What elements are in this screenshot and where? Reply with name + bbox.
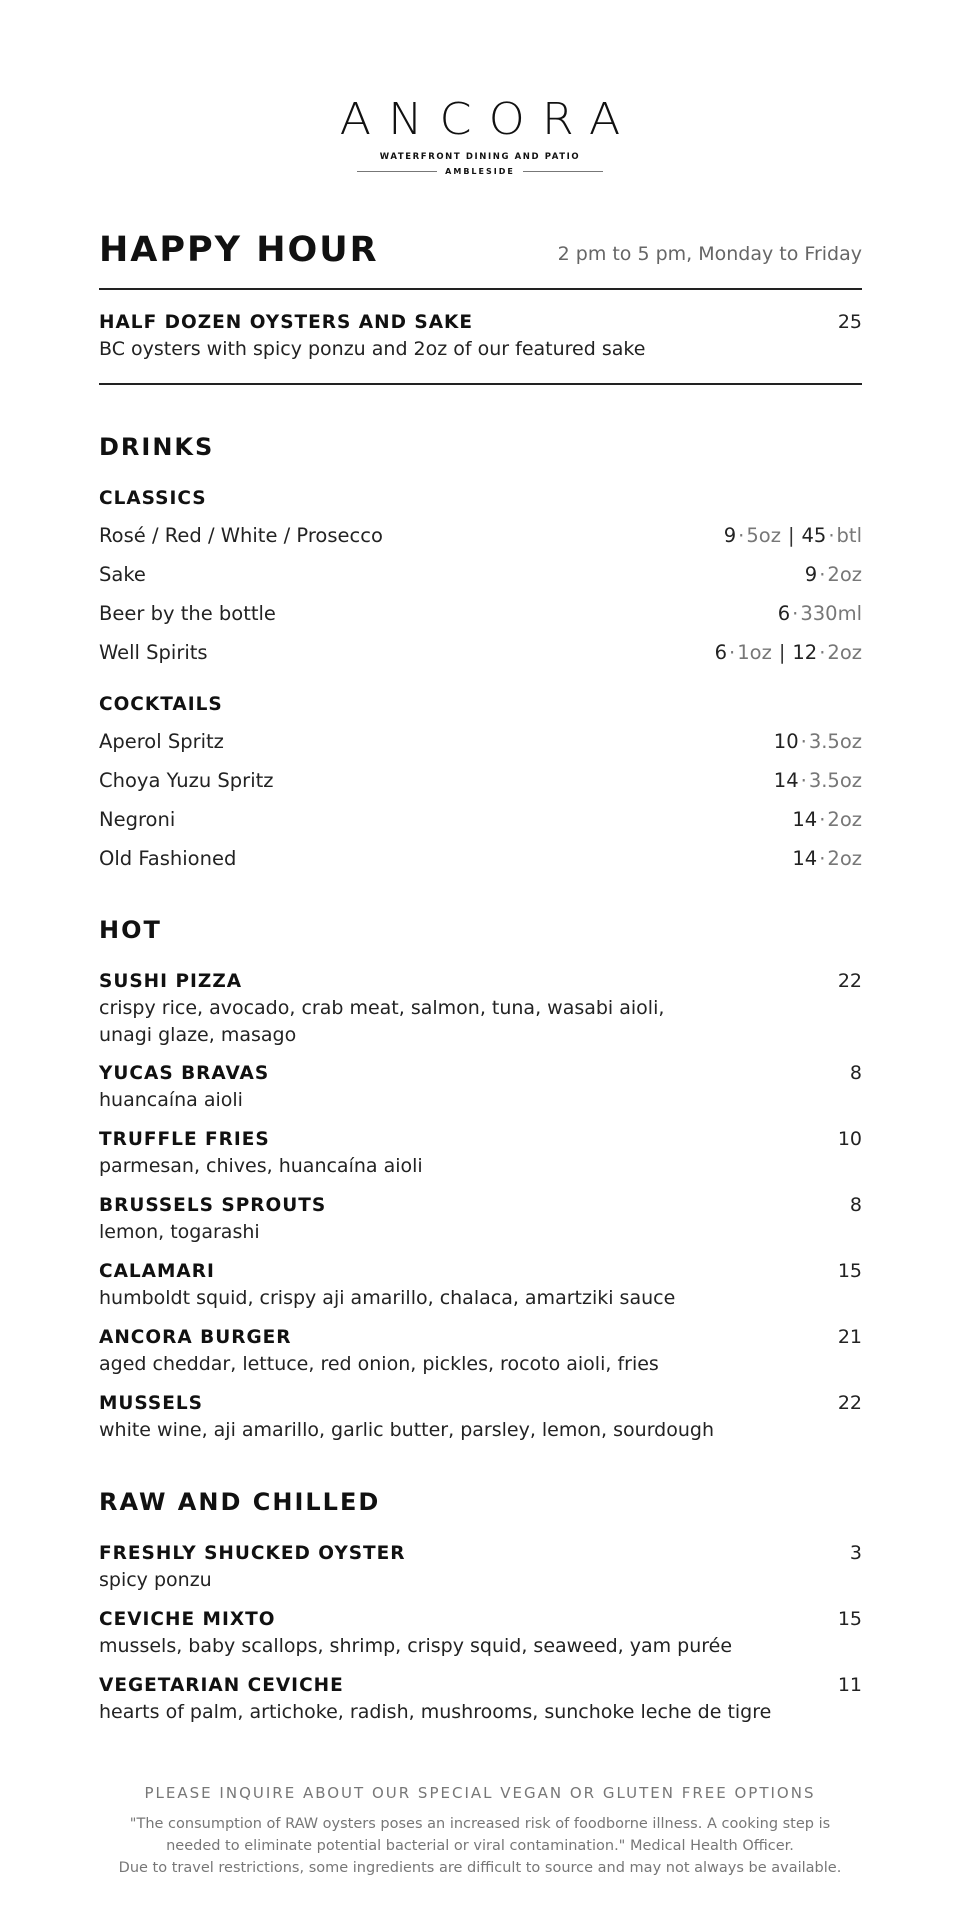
item-description: parmesan, chives, huancaína aioli [99,1155,423,1177]
item-description: hearts of palm, artichoke, radish, mushrooms, sunchoke leche de tigre [99,1701,772,1723]
drink-name: Old Fashioned [99,847,237,870]
featured-item [99,309,862,363]
item-description: unagi glaze, masago [99,1024,297,1046]
menu-item [99,1606,862,1660]
drink-price: 9 · 2oz [804,563,862,586]
item-name: VEGETARIAN CEVICHE [99,1675,344,1696]
logo-rule-right [523,171,603,172]
section-title-hot: HOT [99,916,162,944]
item-price: 22 [837,1392,862,1414]
menu-item [99,968,862,1049]
item-name: FRESHLY SHUCKED OYSTER [99,1543,406,1564]
happy-hour-title: HAPPY HOUR [99,230,379,270]
item-description: mussels, baby scallops, shrimp, crispy squid, seaweed, yam purée [99,1635,733,1657]
section-title-raw: RAW AND CHILLED [99,1488,381,1516]
happy-hour-time: 2 pm to 5 pm, Monday to Friday [557,243,862,265]
drink-name: Aperol Spritz [99,730,224,753]
drink-row [99,806,862,834]
drink-name: Negroni [99,808,176,831]
item-price: 10 [837,1128,862,1150]
drink-price: 14 · 3.5oz [773,769,862,792]
logo-location [357,167,603,176]
menu-item [99,1672,862,1726]
item-price: 8 [849,1194,862,1216]
drink-row [99,522,862,550]
item-price: 3 [849,1542,862,1564]
drink-price: 10 · 3.5oz [773,730,862,753]
item-price: 11 [837,1674,862,1696]
item-price: 15 [837,1260,862,1282]
item-price: 21 [837,1326,862,1348]
item-price: 15 [837,1608,862,1630]
subsection-title-cocktails: COCKTAILS [99,694,223,715]
item-description: huancaína aioli [99,1089,243,1111]
item-price: 25 [837,311,862,333]
subsection-title-classics: CLASSICS [99,488,207,509]
item-price: 8 [849,1062,862,1084]
item-name: SUSHI PIZZA [99,971,243,992]
menu-item [99,1060,862,1114]
drink-name: Well Spirits [99,641,208,664]
menu-item [99,1192,862,1246]
menu-item [99,1126,862,1180]
drink-row [99,600,862,628]
item-description: BC oysters with spicy ponzu and 2oz of our featured sake [99,338,646,360]
drink-row [99,728,862,756]
item-name: TRUFFLE FRIES [99,1129,270,1150]
drink-name: Rosé / Red / White / Prosecco [99,524,383,547]
menu-item [99,1258,862,1312]
divider-top [99,288,862,290]
item-name: CALAMARI [99,1261,215,1282]
item-description: aged cheddar, lettuce, red onion, pickles, rocoto aioli, fries [99,1353,659,1375]
drink-name: Sake [99,563,146,586]
drink-row [99,561,862,589]
item-name: YUCAS BRAVAS [99,1063,270,1084]
footer-note [0,1813,960,1879]
drink-name: Choya Yuzu Spritz [99,769,274,792]
drink-name: Beer by the bottle [99,602,276,625]
drink-row [99,845,862,873]
menu-item [99,1540,862,1594]
item-name: ANCORA BURGER [99,1327,292,1348]
logo-wordmark: ANCORA [339,93,638,145]
footer-note-line: "The consumption of RAW oysters poses an increased risk of foodborne illness. A cooking step is [129,1816,831,1832]
drink-price: 6 · 1oz | 12 · 2oz [714,641,862,664]
menu-item [99,1390,862,1444]
logo-location-label: AMBLESIDE [445,167,515,176]
item-name: MUSSELS [99,1393,203,1414]
item-price: 22 [837,970,862,992]
menu-item [99,1324,862,1378]
footer-note-line: Due to travel restrictions, some ingredients are difficult to source and may not always be available. [118,1860,842,1876]
drink-price: 14 · 2oz [792,808,862,831]
item-name: BRUSSELS SPROUTS [99,1195,327,1216]
footer-caption: PLEASE INQUIRE ABOUT OUR SPECIAL VEGAN OR GLUTEN FREE OPTIONS [144,1784,816,1802]
item-name: HALF DOZEN OYSTERS AND SAKE [99,312,473,333]
item-description: spicy ponzu [99,1569,212,1591]
drink-price: 9 · 5oz | 45 · btl [723,524,862,547]
divider-bottom [99,383,862,385]
item-description: crispy rice, avocado, crab meat, salmon, tuna, wasabi aioli, [99,997,665,1019]
item-name: CEVICHE MIXTO [99,1609,276,1630]
drink-price: 14 · 2oz [792,847,862,870]
section-title-drinks: DRINKS [99,433,215,461]
item-description: white wine, aji amarillo, garlic butter, parsley, lemon, sourdough [99,1419,714,1441]
logo [0,93,960,176]
logo-rule-left [357,171,437,172]
drink-row [99,639,862,667]
drink-price: 6 · 330ml [777,602,862,625]
item-description: lemon, togarashi [99,1221,260,1243]
item-description: humboldt squid, crispy aji amarillo, chalaca, amartziki sauce [99,1287,676,1309]
logo-subtitle: WATERFRONT DINING AND PATIO [379,152,581,162]
drink-row [99,767,862,795]
footer-note-line: needed to eliminate potential bacterial or viral contamination." Medical Health Officer. [166,1838,794,1854]
